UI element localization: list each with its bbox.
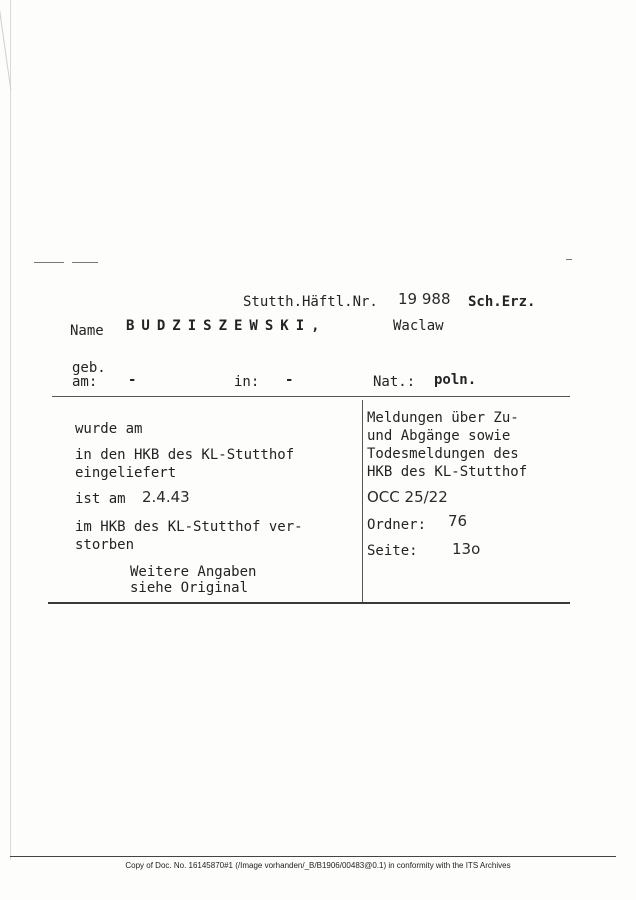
camp-number-label: Stutth.Häftl.Nr. xyxy=(243,294,378,310)
footer-rule xyxy=(10,856,616,857)
reports-line-2: und Abgänge sowie xyxy=(367,428,511,444)
am-label: am: xyxy=(72,374,98,390)
card-column-divider xyxy=(362,400,363,602)
nationality-label: Nat.: xyxy=(373,374,416,390)
reports-line-1: Meldungen über Zu- xyxy=(367,410,519,426)
first-name: Waclaw xyxy=(393,318,444,334)
admitted-on-label: wurde am xyxy=(75,421,143,437)
name-label: Name xyxy=(70,323,104,339)
birth-date-value: - xyxy=(128,372,137,388)
death-date: 2.4.43 xyxy=(142,488,190,506)
in-label: in: xyxy=(234,374,260,390)
folder-value: 76 xyxy=(448,512,468,530)
died-on-label: ist am xyxy=(75,491,126,507)
nationality-value: poln. xyxy=(434,372,477,388)
folder-label: Ordner: xyxy=(367,517,427,533)
archive-footer: Copy of Doc. No. 16145870#1 (/Image vorhanden/_B/B1906/00483@0.1) in conformity with the ITS Archives xyxy=(125,861,511,870)
card-divider-top xyxy=(52,396,570,397)
prisoner-category: Sch.Erz. xyxy=(468,294,536,310)
reports-line-4: HKB des KL-Stutthof xyxy=(367,464,528,480)
birth-place-value: - xyxy=(285,372,294,388)
died-label: storben xyxy=(75,537,135,553)
page-value: 13o xyxy=(452,540,481,558)
admitted-label: eingeliefert xyxy=(75,465,177,481)
died-hkb-line: im HKB des KL-Stutthof ver- xyxy=(75,519,303,535)
geb-label: geb. xyxy=(72,360,106,376)
reports-line-3: Todesmeldungen des xyxy=(367,446,519,462)
surname: BUDZISZEWSKI, xyxy=(126,318,327,334)
admitted-hkb-line: in den HKB des KL-Stutthof xyxy=(75,447,295,463)
card-divider-bottom xyxy=(48,602,570,604)
prisoner-number: 19 988 xyxy=(398,290,451,308)
page-label: Seite: xyxy=(367,543,418,559)
further-info-line-2: siehe Original xyxy=(130,580,249,596)
further-info-line-1: Weitere Angaben xyxy=(130,564,257,580)
occ-reference: OCC 25/22 xyxy=(367,488,448,506)
